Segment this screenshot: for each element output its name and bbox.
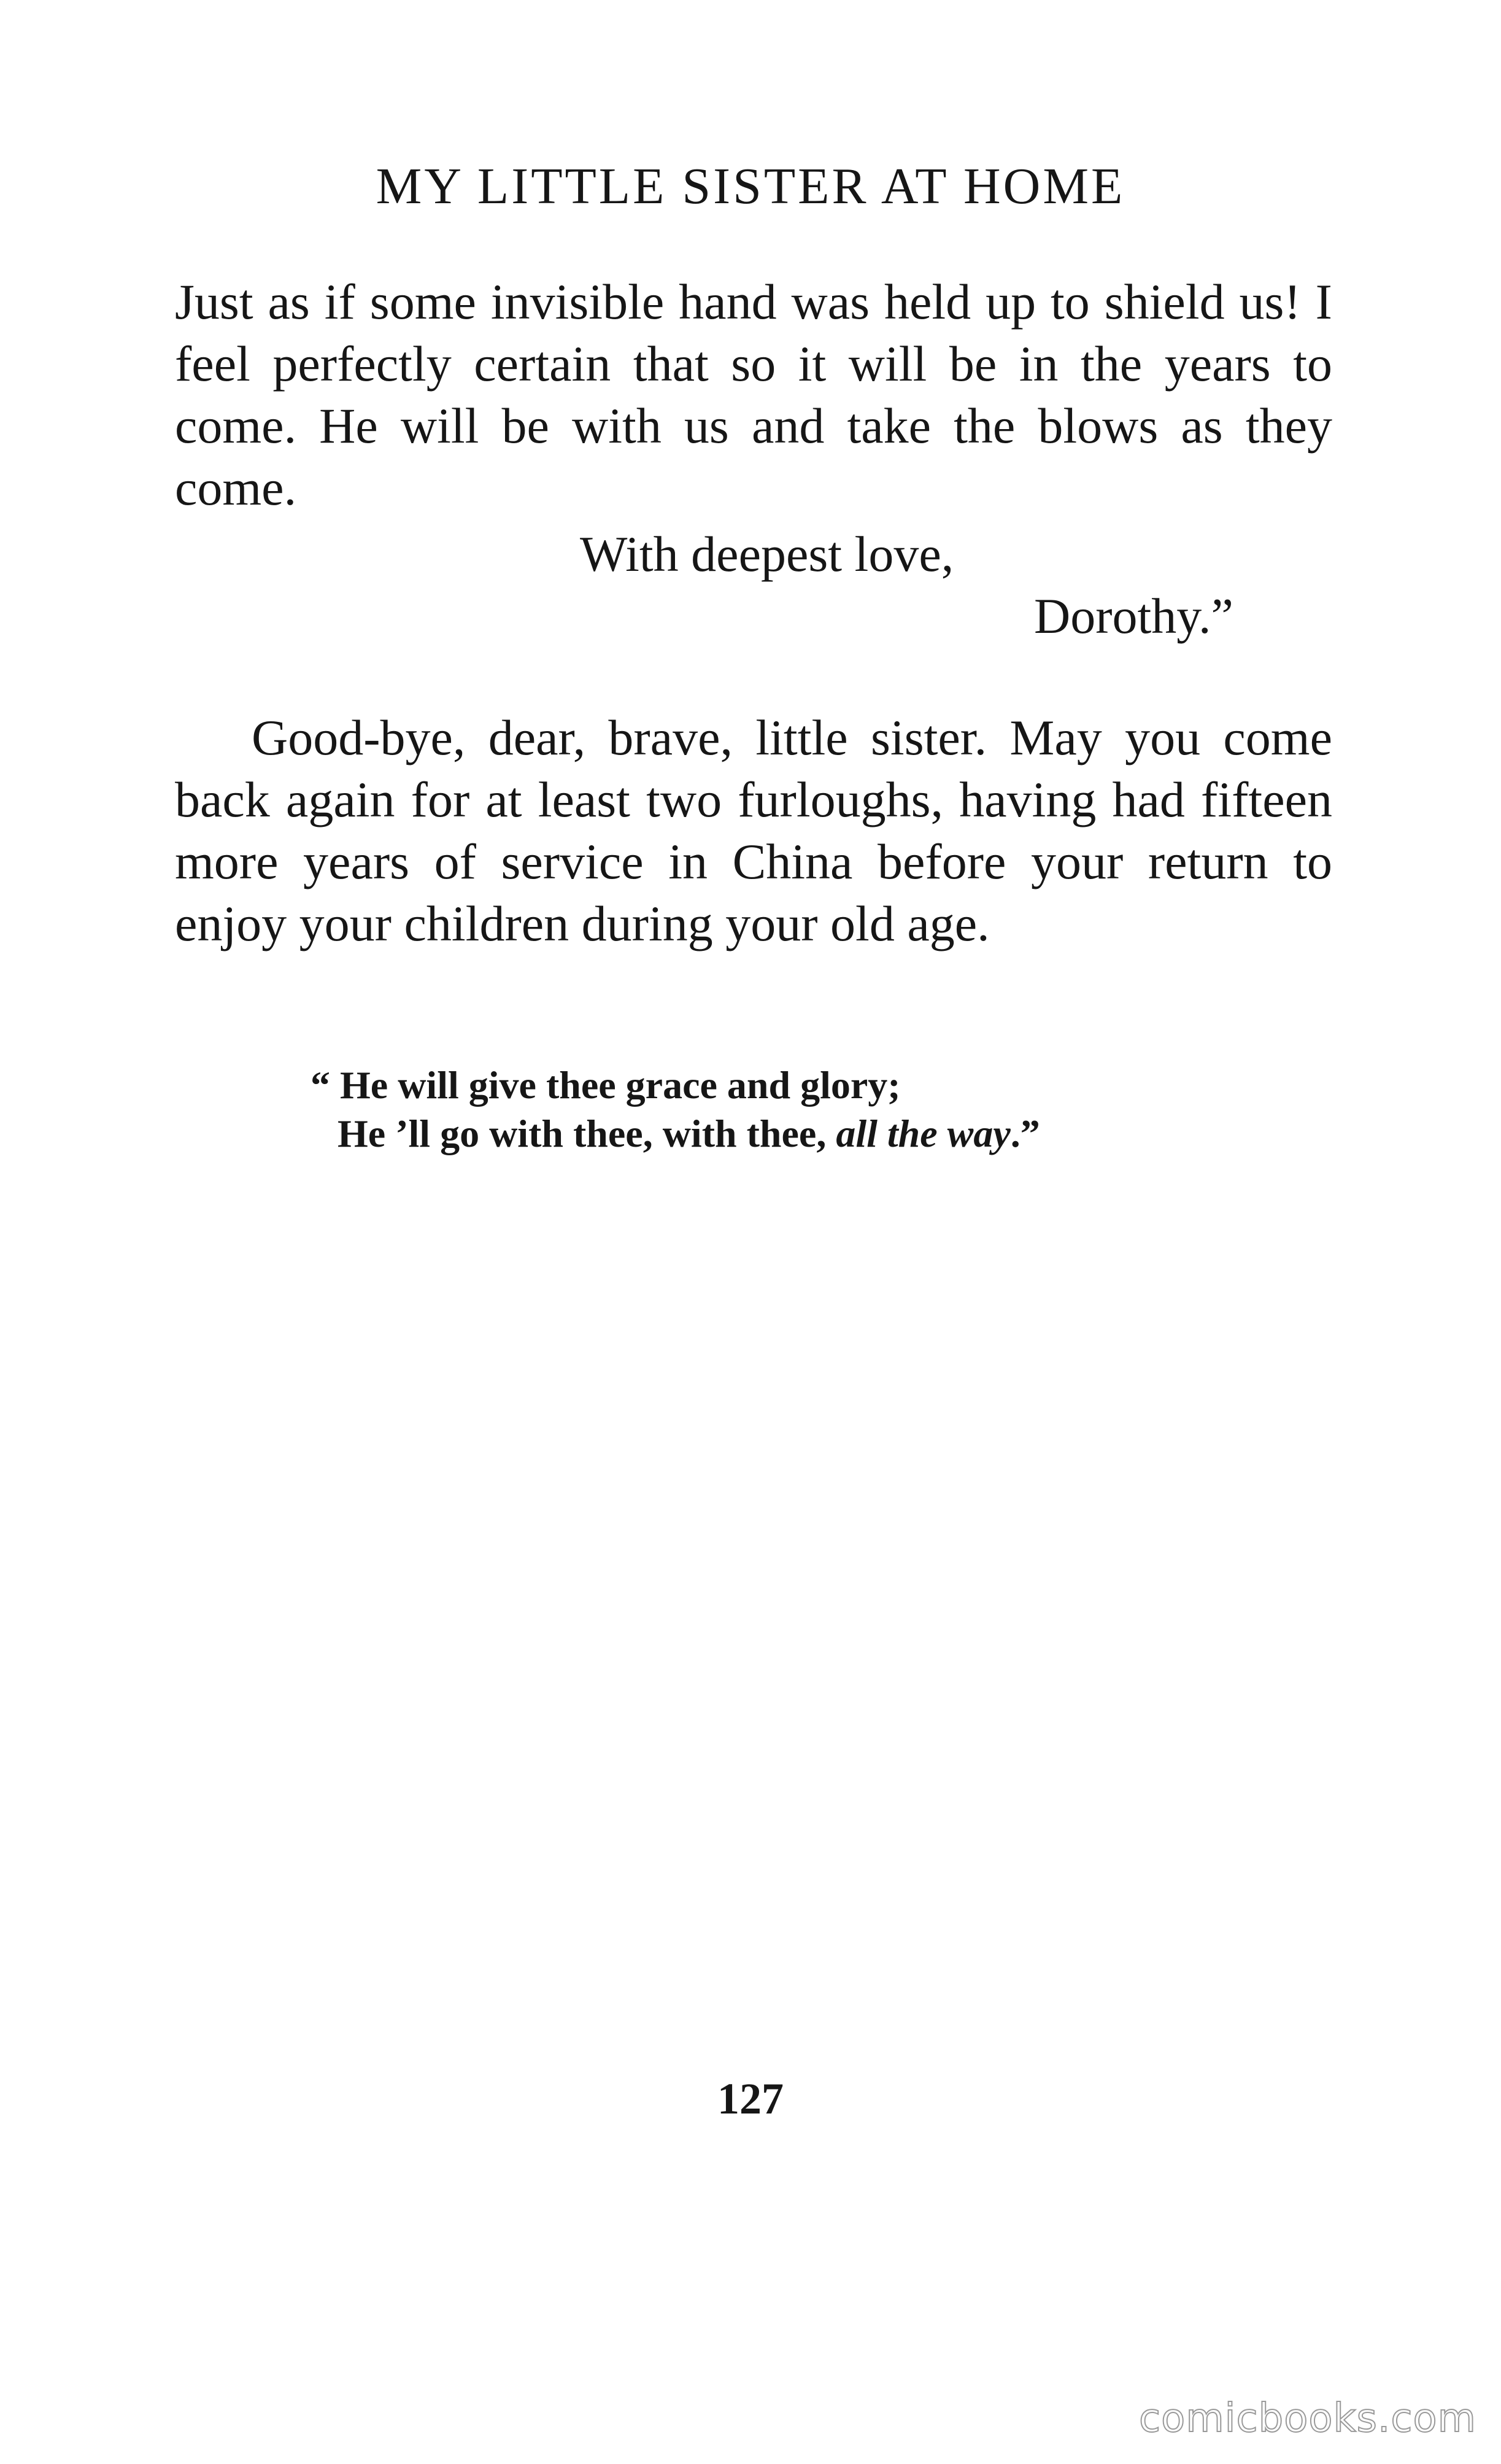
- watermark-logo: comicbooks.com: [1138, 2396, 1476, 2441]
- paragraph-farewell: Good-bye, dear, brave, little sister. May you come back again for at least two furloughs, having had fifteen more years of service in China before your return to enjoy your children during your old age.: [175, 710, 1332, 951]
- verse-line-2: [311, 1109, 1040, 1158]
- paragraph-letter-ending: Just as if some invisible hand was held up to shield us! I feel perfectly certain that so it will be in the years to come. He will be with us and take the blows as they come.: [175, 274, 1332, 516]
- letter-signature: Dorothy.”: [1034, 588, 1233, 644]
- running-head: MY LITTLE SISTER AT HOME: [376, 158, 1125, 215]
- page-number: 127: [717, 2074, 784, 2123]
- verse-line-1: “ He will give thee grace and glory;: [311, 1063, 901, 1107]
- letter-closing: With deepest love,: [580, 526, 954, 582]
- verse-line-2-text: He ’ll go with thee, with thee,: [338, 1112, 836, 1155]
- verse-line-2-italic: all the way: [836, 1112, 1011, 1155]
- verse-line-2-end: .”: [1010, 1112, 1040, 1155]
